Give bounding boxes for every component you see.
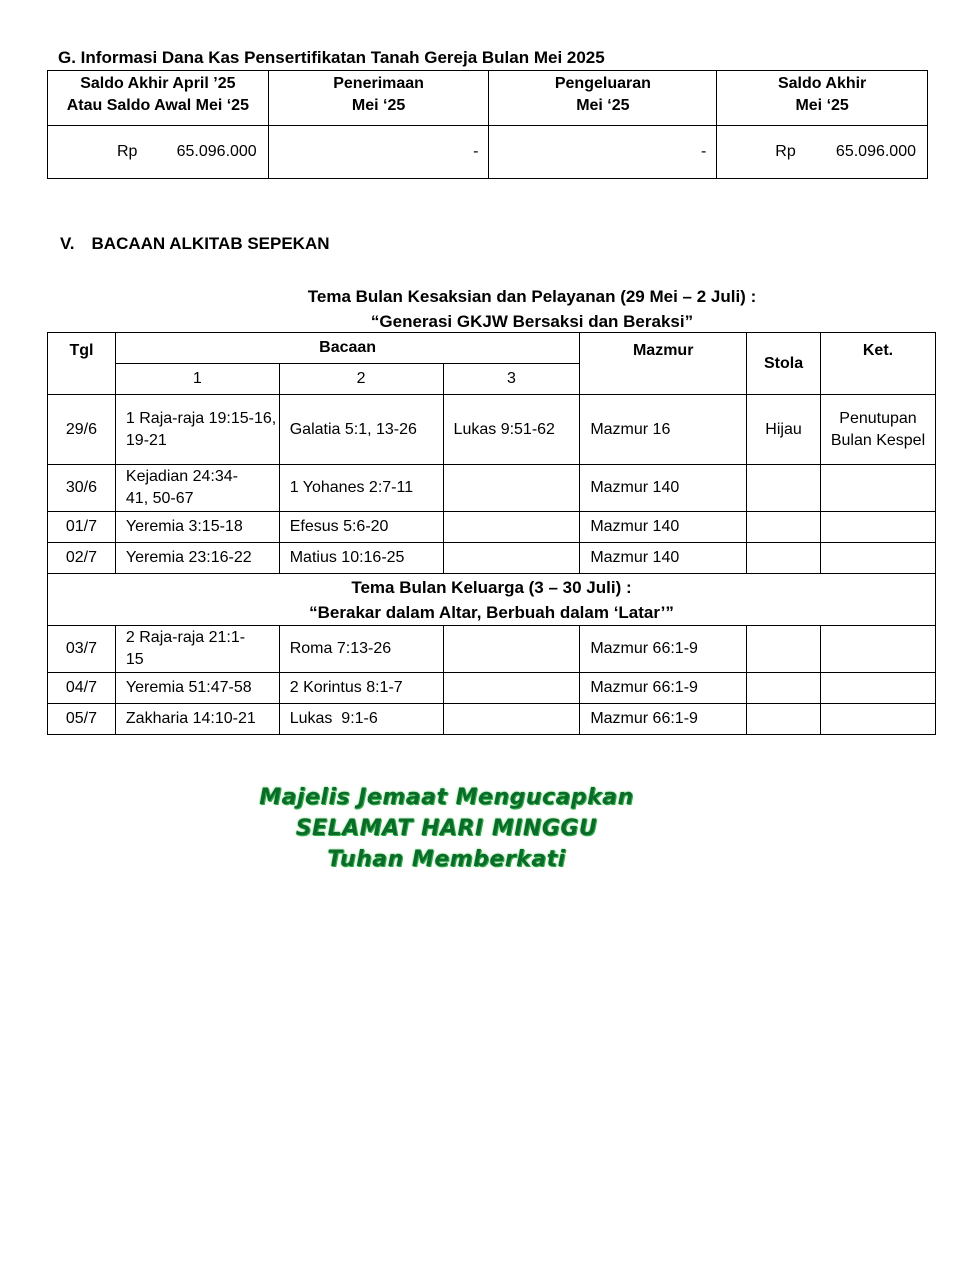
table-row <box>48 395 936 465</box>
currency-label: Rp <box>117 143 138 160</box>
ket-cell <box>820 543 935 574</box>
tema-motto: “Berakar dalam Altar, Berbuah dalam ‘Latar’” <box>309 602 674 622</box>
header-stola: Stola <box>747 333 821 395</box>
bacaan-2-cell: Efesus 5:6-20 <box>279 512 443 543</box>
bacaan-2-cell: Matius 10:16-25 <box>279 543 443 574</box>
bacaan-3-cell <box>443 673 580 704</box>
tgl-cell: 05/7 <box>48 704 116 735</box>
section-number: V. <box>60 234 75 253</box>
kas-header-text: Mei ‘25 <box>351 97 406 114</box>
kas-header-text: Atau Saldo Awal Mei ‘25 <box>66 97 249 114</box>
kas-penerimaan-cell: - <box>268 126 489 179</box>
bacaan-header-row <box>48 333 936 364</box>
bacaan-1-cell: 2 Raja-raja 21:1-15 <box>115 626 279 673</box>
bacaan-2-cell: Lukas 9:1-6 <box>279 704 443 735</box>
table-row <box>48 543 936 574</box>
header-bacaan-1: 1 <box>115 364 279 395</box>
tema-cell <box>48 574 936 626</box>
bacaan-3-cell: Lukas 9:51-62 <box>443 395 580 465</box>
stola-cell <box>747 465 821 512</box>
ket-cell <box>820 626 935 673</box>
tema-motto: “Generasi GKJW Bersaksi dan Beraksi” <box>370 312 694 331</box>
bacaan-3-cell <box>443 704 580 735</box>
kas-header-saldo-awal <box>48 71 269 126</box>
table-row <box>48 626 936 673</box>
bacaan-3-cell <box>443 543 580 574</box>
saldo-awal-amount: 65.096.000 <box>176 143 257 160</box>
kas-header-text: Penerimaan <box>333 75 424 92</box>
tema-line: Tema Bulan Kesaksian dan Pelayanan (29 Mei – 2 Juli) : <box>307 287 757 306</box>
bacaan-2-cell: 2 Korintus 8:1-7 <box>279 673 443 704</box>
tgl-cell: 02/7 <box>48 543 116 574</box>
kas-pengeluaran-cell: - <box>489 126 717 179</box>
header-ket: Ket. <box>820 333 935 395</box>
tgl-cell: 01/7 <box>48 512 116 543</box>
bacaan-3-cell <box>443 626 580 673</box>
section-g-title: G. Informasi Dana Kas Pensertifikatan Tanah Gereja Bulan Mei 2025 <box>58 48 605 67</box>
bacaan-1-cell: Zakharia 14:10-21 <box>115 704 279 735</box>
mazmur-cell: Mazmur 140 <box>580 512 747 543</box>
ket-cell <box>820 673 935 704</box>
mazmur-cell: Mazmur 66:1-9 <box>580 673 747 704</box>
bacaan-1-cell: Yeremia 23:16-22 <box>115 543 279 574</box>
kas-header-text: Pengeluaran <box>554 75 651 92</box>
header-bacaan-3: 3 <box>443 364 580 395</box>
bacaan-1-cell: Kejadian 24:34-41, 50-67 <box>115 465 279 512</box>
greeting-line-3: Tuhan Memberkati <box>327 847 566 872</box>
stola-cell <box>747 512 821 543</box>
table-row <box>48 465 936 512</box>
tgl-cell: 30/6 <box>48 465 116 512</box>
kas-data-row <box>48 126 928 179</box>
tgl-cell: 03/7 <box>48 626 116 673</box>
stola-cell: Hijau <box>747 395 821 465</box>
bacaan-2-cell: 1 Yohanes 2:7-11 <box>279 465 443 512</box>
ket-cell <box>820 704 935 735</box>
stola-cell <box>747 626 821 673</box>
tema-line: Tema Bulan Keluarga (3 – 30 Juli) : <box>351 577 632 597</box>
section-title-text: BACAAN ALKITAB SEPEKAN <box>91 234 330 253</box>
table-row <box>48 704 936 735</box>
stola-cell <box>747 673 821 704</box>
bacaan-3-cell <box>443 512 580 543</box>
mazmur-cell: Mazmur 66:1-9 <box>580 626 747 673</box>
kas-table <box>47 70 928 179</box>
tgl-cell: 29/6 <box>48 395 116 465</box>
kas-header-text: Mei ‘25 <box>576 97 630 114</box>
kas-saldo-awal-cell <box>48 126 269 179</box>
mazmur-cell: Mazmur 16 <box>580 395 747 465</box>
bacaan-2-cell: Roma 7:13-26 <box>279 626 443 673</box>
tema-heading <box>47 284 975 334</box>
ket-cell <box>820 465 935 512</box>
kas-header-text: Mei ‘25 <box>795 97 849 114</box>
greeting-line-2: SELAMAT HARI MINGGU <box>295 816 598 841</box>
kas-header-row <box>48 71 928 126</box>
header-bacaan-2: 2 <box>279 364 443 395</box>
kas-header-pengeluaran <box>489 71 717 126</box>
currency-label: Rp <box>775 143 796 160</box>
stola-cell <box>747 543 821 574</box>
tgl-cell: 04/7 <box>48 673 116 704</box>
kas-header-penerimaan <box>268 71 489 126</box>
ket-cell: Penutupan Bulan Kespel <box>820 395 935 465</box>
bacaan-2-cell: Galatia 5:1, 13-26 <box>279 395 443 465</box>
kas-header-text: Saldo Akhir <box>777 75 867 92</box>
kas-header-saldo-akhir <box>717 71 928 126</box>
bacaan-3-cell <box>443 465 580 512</box>
header-mazmur: Mazmur <box>580 333 747 395</box>
kas-saldo-akhir-cell <box>717 126 928 179</box>
mazmur-cell: Mazmur 66:1-9 <box>580 704 747 735</box>
tema-row <box>48 574 936 626</box>
table-row <box>48 512 936 543</box>
table-row <box>48 673 936 704</box>
header-bacaan: Bacaan <box>115 333 579 364</box>
greeting-line-1: Majelis Jemaat Mengucapkan <box>259 785 634 810</box>
bacaan-table <box>47 332 936 735</box>
mazmur-cell: Mazmur 140 <box>580 465 747 512</box>
bacaan-1-cell: Yeremia 51:47-58 <box>115 673 279 704</box>
bacaan-1-cell: 1 Raja-raja 19:15-16, 19-21 <box>115 395 279 465</box>
saldo-akhir-amount: 65.096.000 <box>835 143 916 160</box>
ket-cell <box>820 512 935 543</box>
header-tgl: Tgl <box>48 333 116 395</box>
kas-header-text: Saldo Akhir April ’25 <box>80 75 236 92</box>
section-v-title <box>60 234 330 254</box>
stola-cell <box>747 704 821 735</box>
closing-greeting <box>0 782 893 875</box>
bacaan-1-cell: Yeremia 3:15-18 <box>115 512 279 543</box>
mazmur-cell: Mazmur 140 <box>580 543 747 574</box>
